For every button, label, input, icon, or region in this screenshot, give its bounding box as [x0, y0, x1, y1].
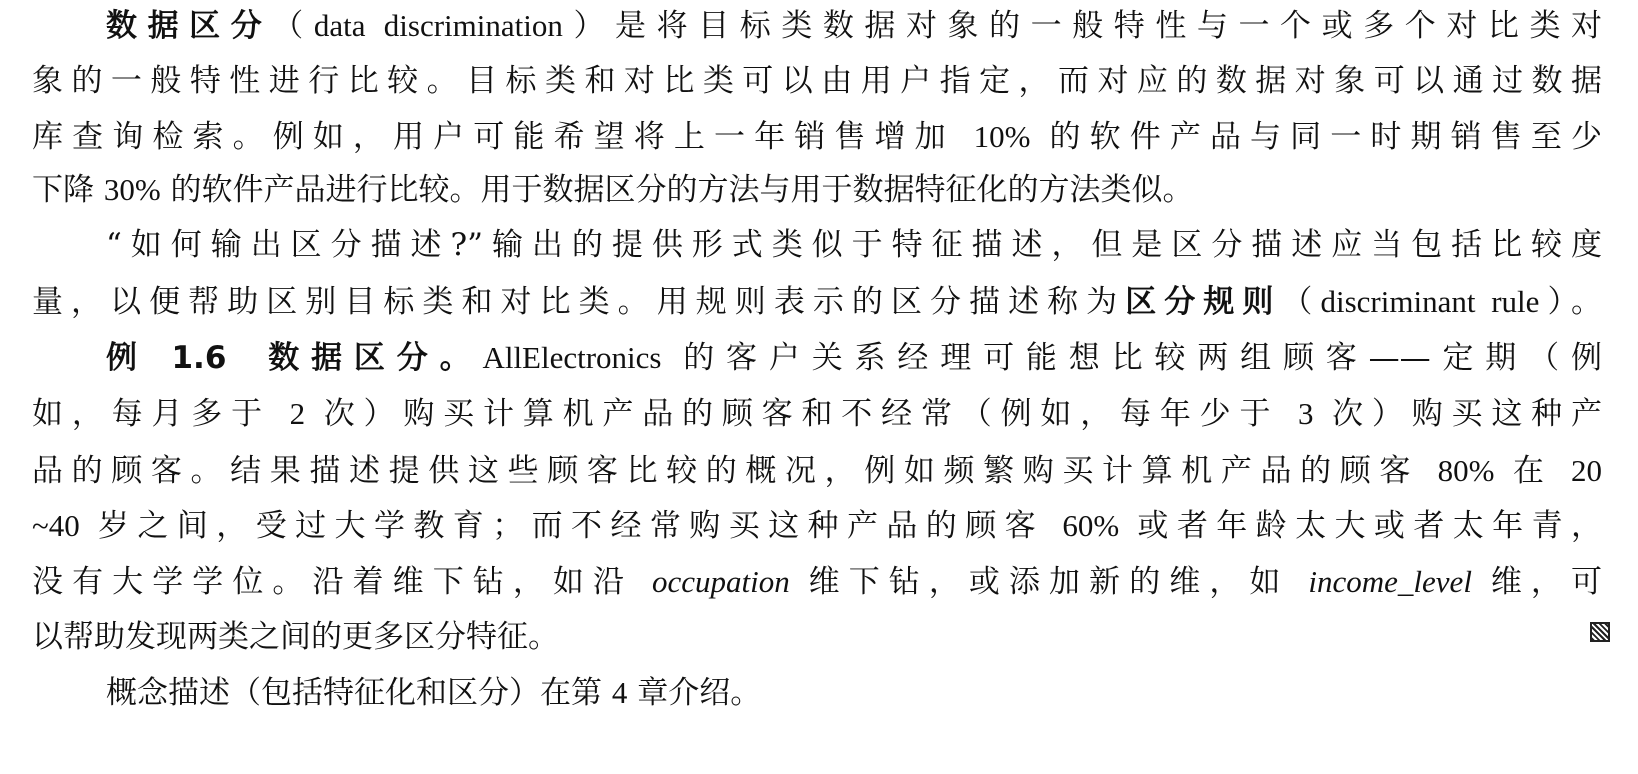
open-paren: （ [1281, 284, 1321, 320]
percent-value: 60% [1062, 508, 1120, 543]
dimension-occupation: occupation [651, 564, 790, 599]
line-text: ）是将目标类数据对象的一般特性与一个或多个对比类对 [562, 8, 1603, 44]
example-line-3 [32, 451, 1602, 491]
example-label: 例 1.6 [106, 340, 227, 376]
line-text: 次）购买这种产 [1313, 396, 1602, 432]
line-text: 或者年龄太大或者太年青， [1119, 508, 1602, 544]
percent-value: 80% [1437, 453, 1495, 488]
line-text: 库查询检索。例如，用户可能希望将上一年销售增加 [32, 119, 974, 155]
line-text: 量，以便帮助区别目标类和对比类。用规则表示的区分描述称为 [32, 284, 1126, 320]
example-line-4 [32, 506, 1602, 546]
line-text: 品的顾客。结果描述提供这些顾客比较的概况，例如频繁购买计算机产品的顾客 [32, 453, 1438, 489]
term-english: data discrimination [313, 8, 563, 43]
line-text: 的软件产品与同一时期销售至少 [1030, 119, 1602, 155]
line-text: 维下钻，或添加新的维，如 [789, 564, 1309, 600]
example-line-5 [32, 562, 1602, 602]
paragraph-1-line-3 [32, 117, 1602, 157]
chapter-number: 4 [611, 675, 628, 710]
line-text: 在 [1494, 453, 1571, 489]
line-text: 输出的提供形式类似于特征描述，但是区分描述应当包括比较度 [483, 227, 1602, 263]
dimension-income-level: income_level [1308, 564, 1472, 599]
question-text: “如何输出区分描述?” [106, 227, 483, 263]
example-line-1 [106, 338, 1602, 378]
close-paren: ）。 [1539, 284, 1603, 320]
company-name: AllElectronics [482, 340, 662, 375]
percent-value: 10% [973, 119, 1031, 154]
line-text: 次）购买计算机产品的顾客和不经常（例如，每年少于 [305, 396, 1298, 432]
example-line-2 [32, 394, 1602, 434]
line-text: 岁之间，受过大学教育；而不经常购买这种产品的顾客 [79, 508, 1063, 544]
number-value: 2 [289, 396, 306, 431]
paragraph-1-line-1 [106, 6, 1602, 46]
line-text: 没有大学学位。沿着维下钻，如沿 [32, 564, 652, 600]
term-discriminant-rule: 区分规则 [1125, 284, 1282, 320]
line-text: 的客户关系经理可能想比较两组顾客——定期（例 [661, 340, 1602, 376]
line-text: 下降 [32, 172, 104, 208]
term-data-discrimination: 数据区分 [106, 8, 273, 44]
line-text: 章介绍。 [627, 675, 762, 711]
example-title: 数据区分。 [256, 340, 483, 376]
paragraph-3 [106, 673, 761, 713]
example-line-6: 以帮助发现两类之间的更多区分特征。 [32, 619, 559, 655]
term-english: discriminant rule [1320, 284, 1540, 319]
open-paren: （ [272, 8, 314, 44]
percent-value: 30% [103, 172, 161, 207]
qed-square-icon [1590, 622, 1610, 642]
number-value: 3 [1297, 396, 1314, 431]
line-text: 如，每月多于 [32, 396, 290, 432]
paragraph-1-line-2: 象的一般特性进行比较。目标类和对比类可以由用户指定，而对应的数据对象可以通过数据 [32, 63, 1602, 99]
line-text: 维，可 [1471, 564, 1602, 600]
line-text: 概念描述（包括特征化和区分）在第 [106, 675, 612, 711]
paragraph-2-line-1 [106, 225, 1602, 265]
number-value: 20 [1571, 453, 1602, 488]
paragraph-1-line-4 [32, 170, 1194, 210]
age-range: ~40 [32, 508, 80, 543]
line-text: 的软件产品进行比较。用于数据区分的方法与用于数据特征化的方法类似。 [160, 172, 1194, 208]
paragraph-2-line-2 [32, 282, 1602, 322]
